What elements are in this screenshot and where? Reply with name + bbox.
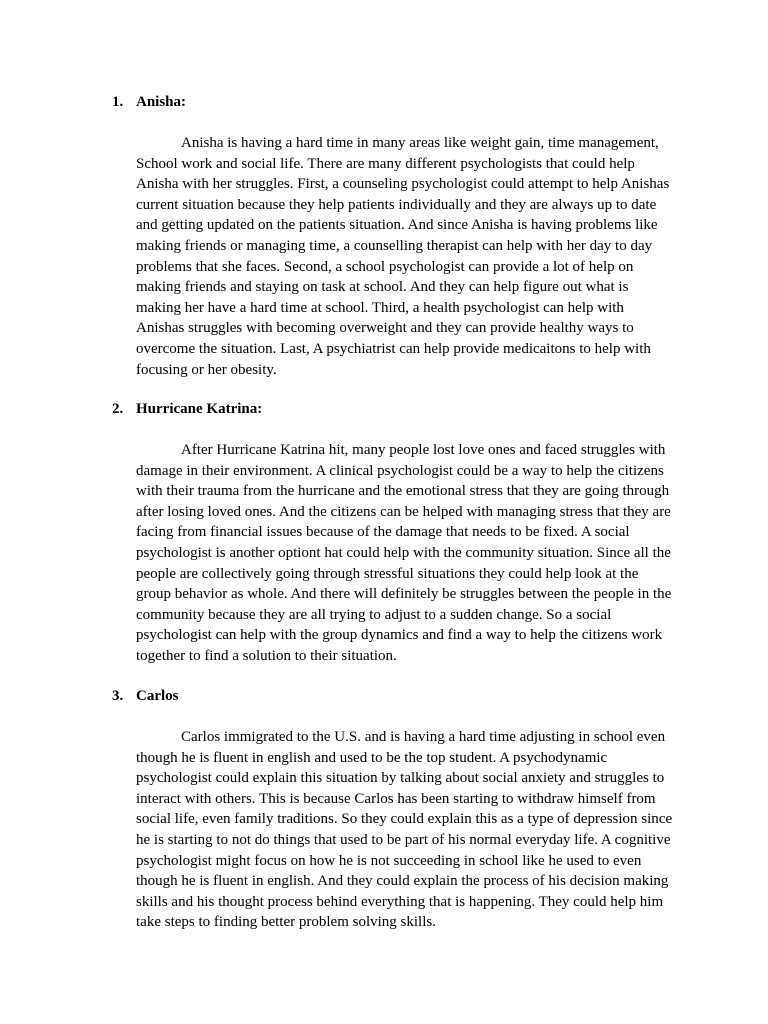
paragraph-line: with their trauma from the hurricane and the emotional stress that they are going through [136,483,670,500]
section-number: 1. [112,94,124,110]
paragraph-line: After Hurricane Katrina hit, many people lost love ones and faced struggles with [181,442,666,458]
paragraph-line: community because they are all trying to adjust to a sudden change. So a social [136,606,612,623]
section-heading [112,686,179,706]
paragraph-line: overcome the situation. Last, A psychiatrist can help provide medicaitons to help with [136,340,651,357]
paragraph-line: interact with others. This is because Carlos has been starting to withdraw himself from [136,790,656,807]
paragraph-line: skills and his thought process behind everything that is happening. They could help him [136,893,664,910]
paragraph-line: making her have a hard time at school. Third, a health psychologist can help with [136,299,624,316]
paragraph-line: and getting updated on the patients situation. And since Anisha is having problems like [136,217,658,234]
section-paragraph [136,440,676,667]
paragraph-line: together to find a solution to their situation. [136,647,397,664]
paragraph-line: psychologist might focus on how he is not succeeding in school like he used to even [136,852,642,869]
paragraph-line: after losing loved ones. And the citizens can be helped with managing stress that they are [136,503,671,520]
paragraph-line: take steps to finding better problem solving skills. [136,914,436,931]
section-title: Anisha: [136,94,187,110]
paragraph-line: making friends or managing time, a counselling therapist can help with her day to day [136,237,653,254]
section-heading [112,92,186,112]
paragraph-line: focusing or her obesity. [136,361,277,378]
section-number: 3. [112,688,124,704]
paragraph-line: Anisha is having a hard time in many areas like weight gain, time management, [181,135,659,151]
paragraph-line: damage in their environment. A clinical psychologist could be a way to help the citizens [136,462,664,479]
paragraph-line: though he is fluent in english. And they could explain the process of his decision making [136,873,669,890]
paragraph-line: psychologist could explain this situation by talking about social anxiety and struggles to [136,770,665,787]
paragraph-line: making friends and staying on task at school. And they can help figure out what is [136,279,629,296]
paragraph-line: Carlos immigrated to the U.S. and is having a hard time adjusting in school even [181,729,666,745]
paragraph-line: School work and social life. There are many different psychologists that could help [136,155,635,172]
paragraph-line: psychologist can help with the group dynamics and find a way to help the citizens work [136,627,663,644]
section-paragraph [136,133,676,380]
paragraph-line: Anishas struggles with becoming overweight and they can provide healthy ways to [136,320,634,337]
paragraph-line: social life, even family traditions. So they could explain this as a type of depression since [136,811,673,828]
paragraph-line: though he is fluent in english and used to be the top student. A psychodynamic [136,749,608,766]
section-title: Hurricane Katrina: [136,401,263,417]
section-title: Carlos [136,688,179,704]
paragraph-line: Anisha with her struggles. First, a counseling psychologist could attempt to help Anishas [136,176,670,193]
paragraph-line: people are collectively going through stressful situations they could help look at the [136,565,639,582]
section-number: 2. [112,401,124,417]
paragraph-line: he is starting to not do things that used to be part of his normal everyday life. A cognitive [136,831,671,848]
paragraph-line: group behavior as whole. And there will definitely be struggles between the people in the [136,586,672,603]
section-heading [112,399,262,419]
paragraph-line: facing from financial issues because of the damage that needs to be fixed. A social [136,524,630,541]
paragraph-line: problems that she faces. Second, a school psychologist can provide a lot of help on [136,258,634,275]
paragraph-line: psychologist is another optiont hat could help with the community situation. Since all the [136,544,671,561]
paragraph-line: current situation because they help patients individually and they are always up to date [136,196,657,213]
section-paragraph [136,727,676,933]
